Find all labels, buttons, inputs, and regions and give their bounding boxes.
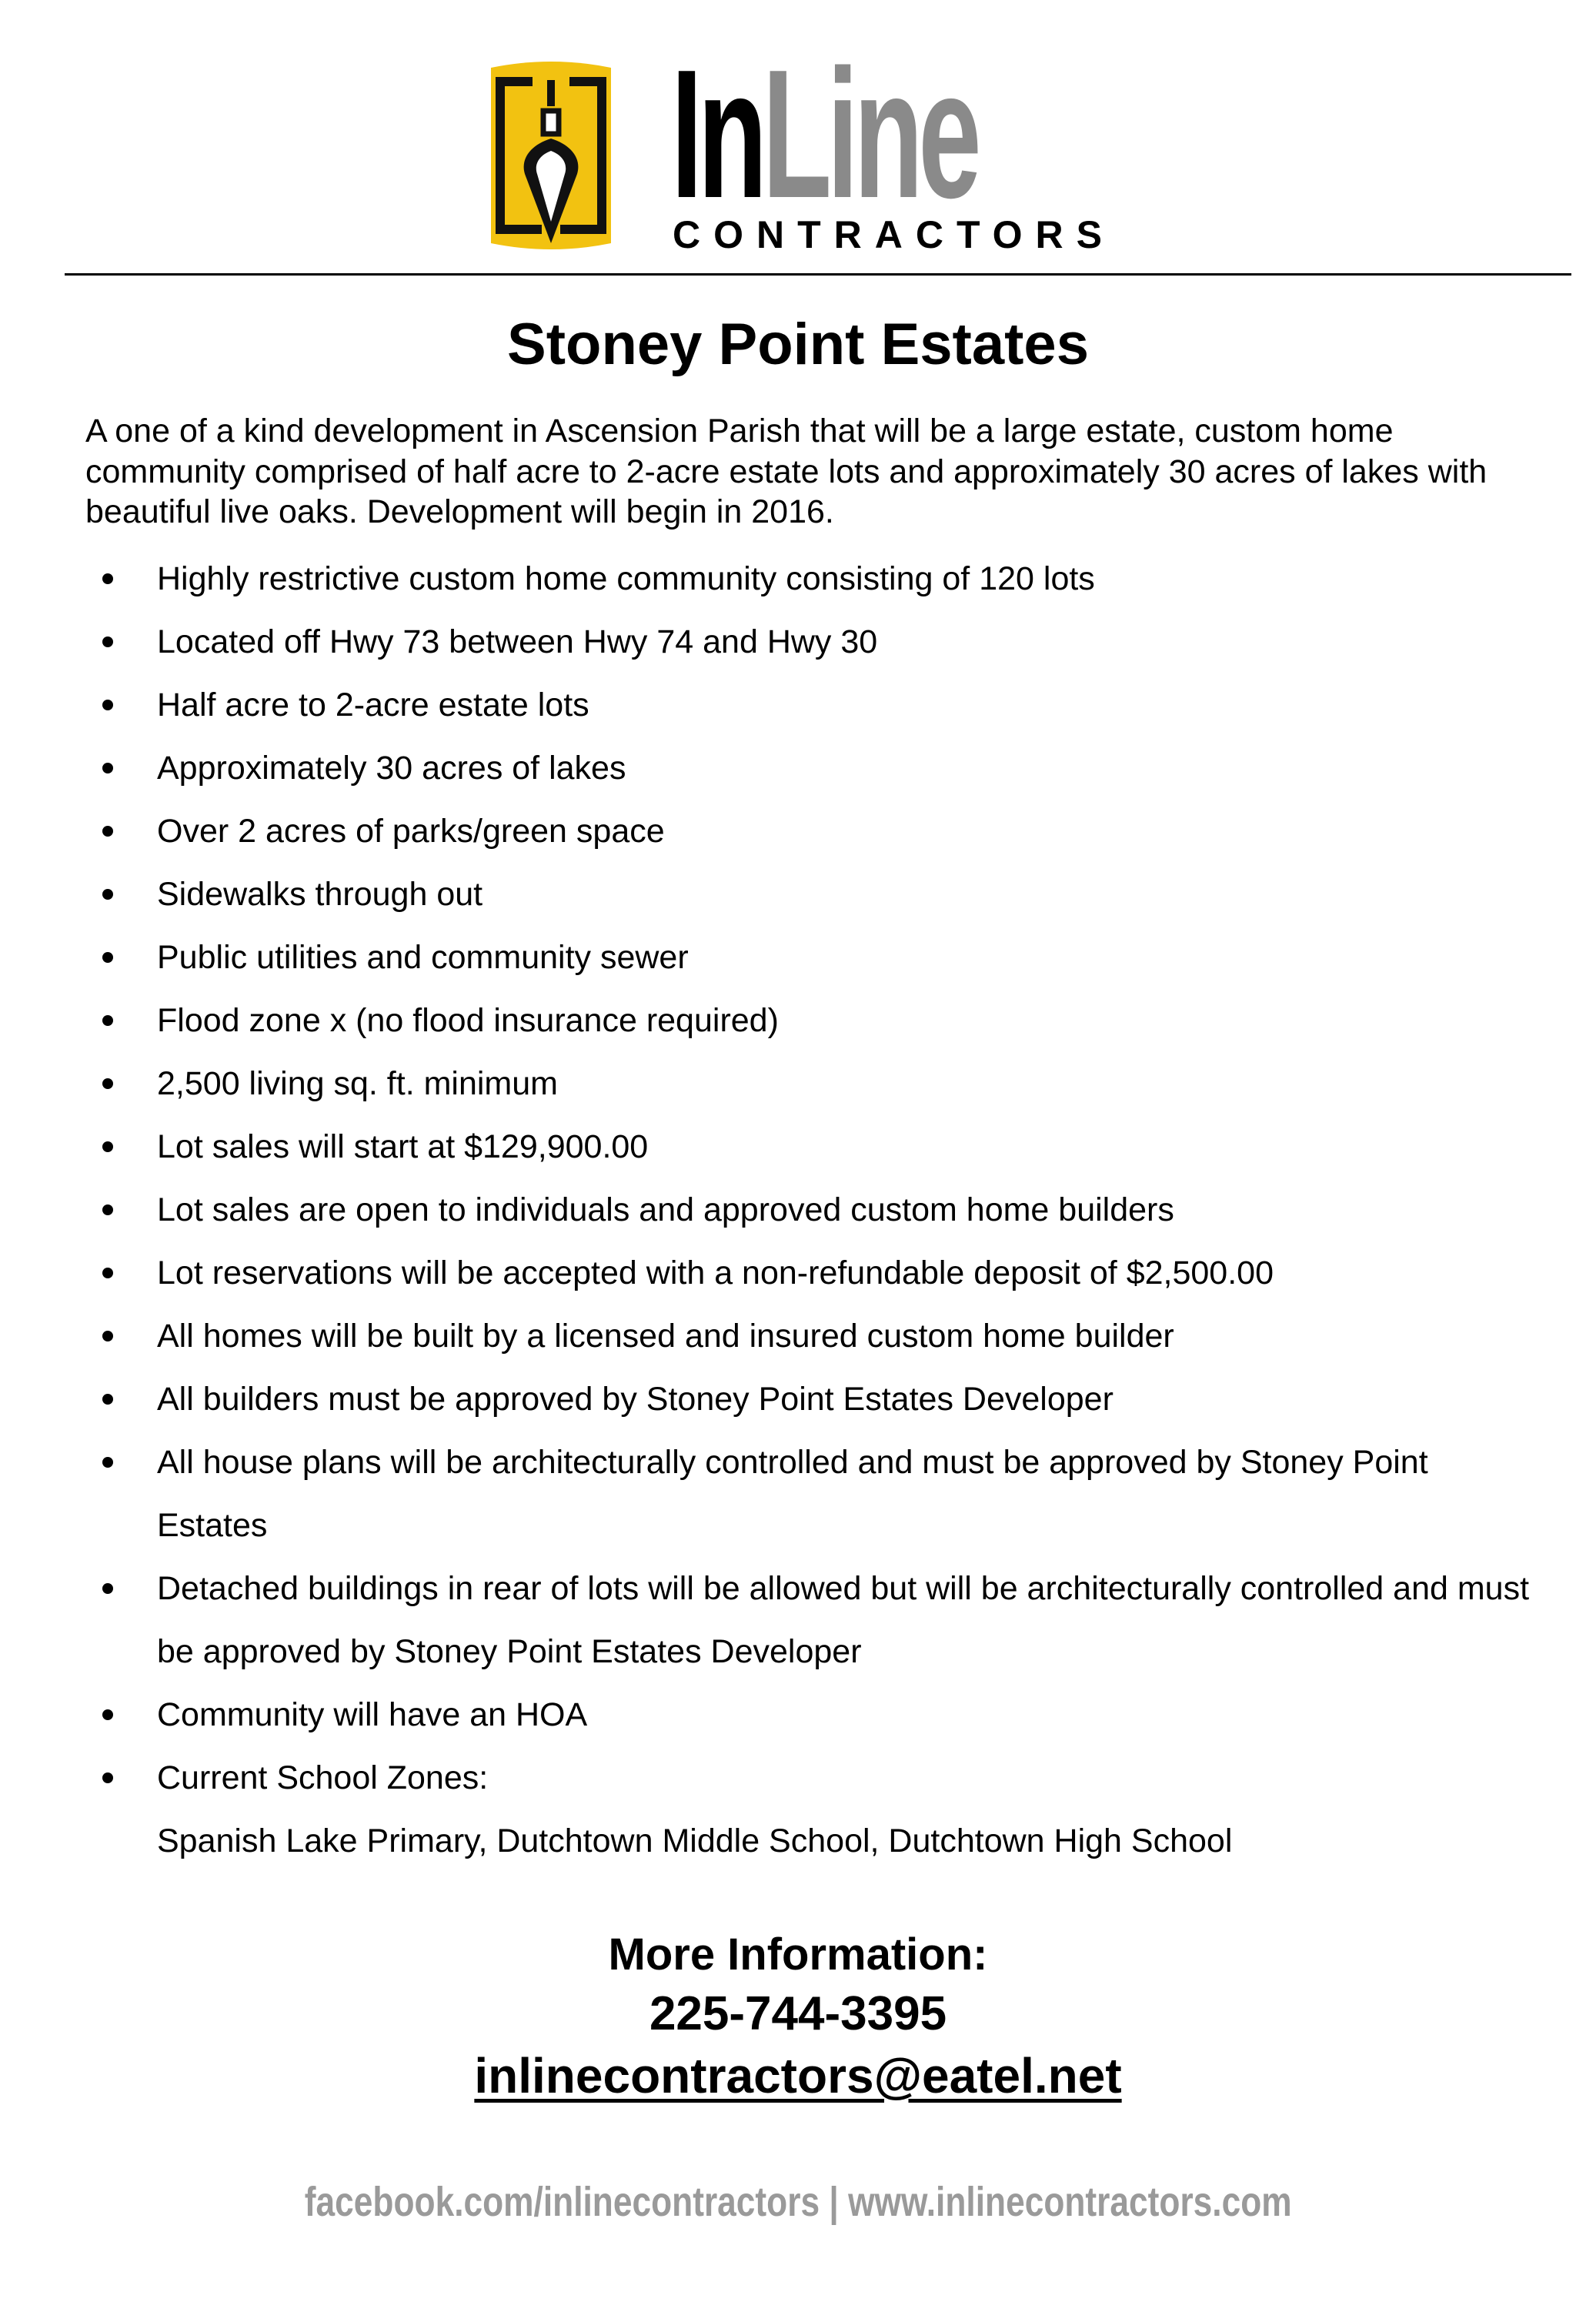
bullet-icon (102, 1583, 113, 1594)
list-item (0, 1746, 1539, 1873)
list-item-text: Located off Hwy 73 between Hwy 74 and Hwy 30 (157, 623, 878, 660)
list-item (0, 673, 1539, 737)
list-item-text: Flood zone x (no flood insurance required) (157, 1002, 779, 1039)
list-item (0, 926, 1539, 989)
list-item-text: Highly restrictive custom home community consisting of 120 lots (157, 560, 1095, 597)
list-item (0, 989, 1539, 1052)
list-item-text: Community will have an HOA (157, 1696, 588, 1733)
bullet-icon (102, 573, 113, 584)
list-item-text: Over 2 acres of parks/green space (157, 813, 665, 850)
list-item-text: Lot sales are open to individuals and approved custom home builders (157, 1191, 1174, 1228)
list-item-text: All homes will be built by a licensed and insured custom home builder (157, 1318, 1174, 1355)
list-item-text: Lot reservations will be accepted with a non-refundable deposit of $2,500.00 (157, 1255, 1274, 1291)
list-item (0, 1431, 1539, 1557)
bullet-icon (102, 1331, 113, 1341)
list-item (0, 610, 1539, 673)
list-item-text: Sidewalks through out (157, 876, 483, 913)
bullet-icon (102, 700, 113, 710)
list-item (0, 1052, 1539, 1115)
brand-subtitle: CONTRACTORS (673, 213, 1115, 256)
bullet-icon (102, 952, 113, 963)
plumb-bob-logo-icon (485, 58, 617, 252)
bullet-icon (102, 1078, 113, 1089)
list-item (0, 1115, 1539, 1178)
list-item (0, 1305, 1539, 1368)
bullet-icon (102, 1268, 113, 1278)
bullet-icon (102, 1457, 113, 1468)
list-item (0, 863, 1539, 926)
list-item-text: Approximately 30 acres of lakes (157, 750, 626, 787)
bullet-icon (102, 1772, 113, 1783)
list-item-text: Public utilities and community sewer (157, 939, 689, 976)
school-zones: Spanish Lake Primary, Dutchtown Middle School, Dutchtown High School (157, 1823, 1233, 1859)
bullet-icon (102, 1394, 113, 1405)
header-divider (65, 273, 1571, 276)
bullet-icon (102, 636, 113, 647)
list-item-text: 2,500 living sq. ft. minimum (157, 1065, 558, 1102)
bullet-icon (102, 889, 113, 900)
brand-wordmark: InLine (671, 32, 977, 236)
list-item-text: All house plans will be architecturally controlled and must be approved by Stoney Point Estates (157, 1444, 1428, 1544)
list-item (0, 1557, 1539, 1683)
list-item (0, 1241, 1539, 1305)
list-item-text: Current School Zones: (157, 1759, 489, 1796)
list-item (0, 737, 1539, 800)
email-link[interactable]: inlinecontractors@eatel.net (474, 2048, 1122, 2103)
list-item (0, 1683, 1539, 1746)
bullet-icon (102, 1141, 113, 1152)
intro-paragraph: A one of a kind development in Ascension Parish that will be a large estate, custom home community comprised of half acre to 2-acre estate lots and approximately 30 acres of lakes with beautiful live oaks. Development will begin in 2016. (85, 413, 1487, 530)
list-item (0, 1178, 1539, 1241)
more-info-heading: More Information: (608, 1929, 988, 1980)
bullet-icon (102, 1204, 113, 1215)
list-item (0, 800, 1539, 863)
list-item-text: Half acre to 2-acre estate lots (157, 687, 589, 723)
list-item (0, 1368, 1539, 1431)
feature-list (0, 547, 1539, 1873)
phone-number[interactable]: 225-744-3395 (649, 1987, 947, 2040)
bullet-icon (102, 1015, 113, 1026)
list-item-text: Lot sales will start at $129,900.00 (157, 1128, 649, 1165)
bullet-icon (102, 763, 113, 773)
bullet-icon (102, 1709, 113, 1720)
list-item-text: All builders must be approved by Stoney Point Estates Developer (157, 1381, 1114, 1418)
footer-links[interactable]: facebook.com/inlinecontractors | www.inlinecontractors.com (304, 2179, 1292, 2225)
list-item-text: Detached buildings in rear of lots will be allowed but will be architecturally controlled and must be approved by Stoney Point Estates Developer (157, 1570, 1530, 1670)
list-item (0, 547, 1539, 610)
page-title: Stoney Point Estates (507, 312, 1089, 377)
bullet-icon (102, 826, 113, 837)
